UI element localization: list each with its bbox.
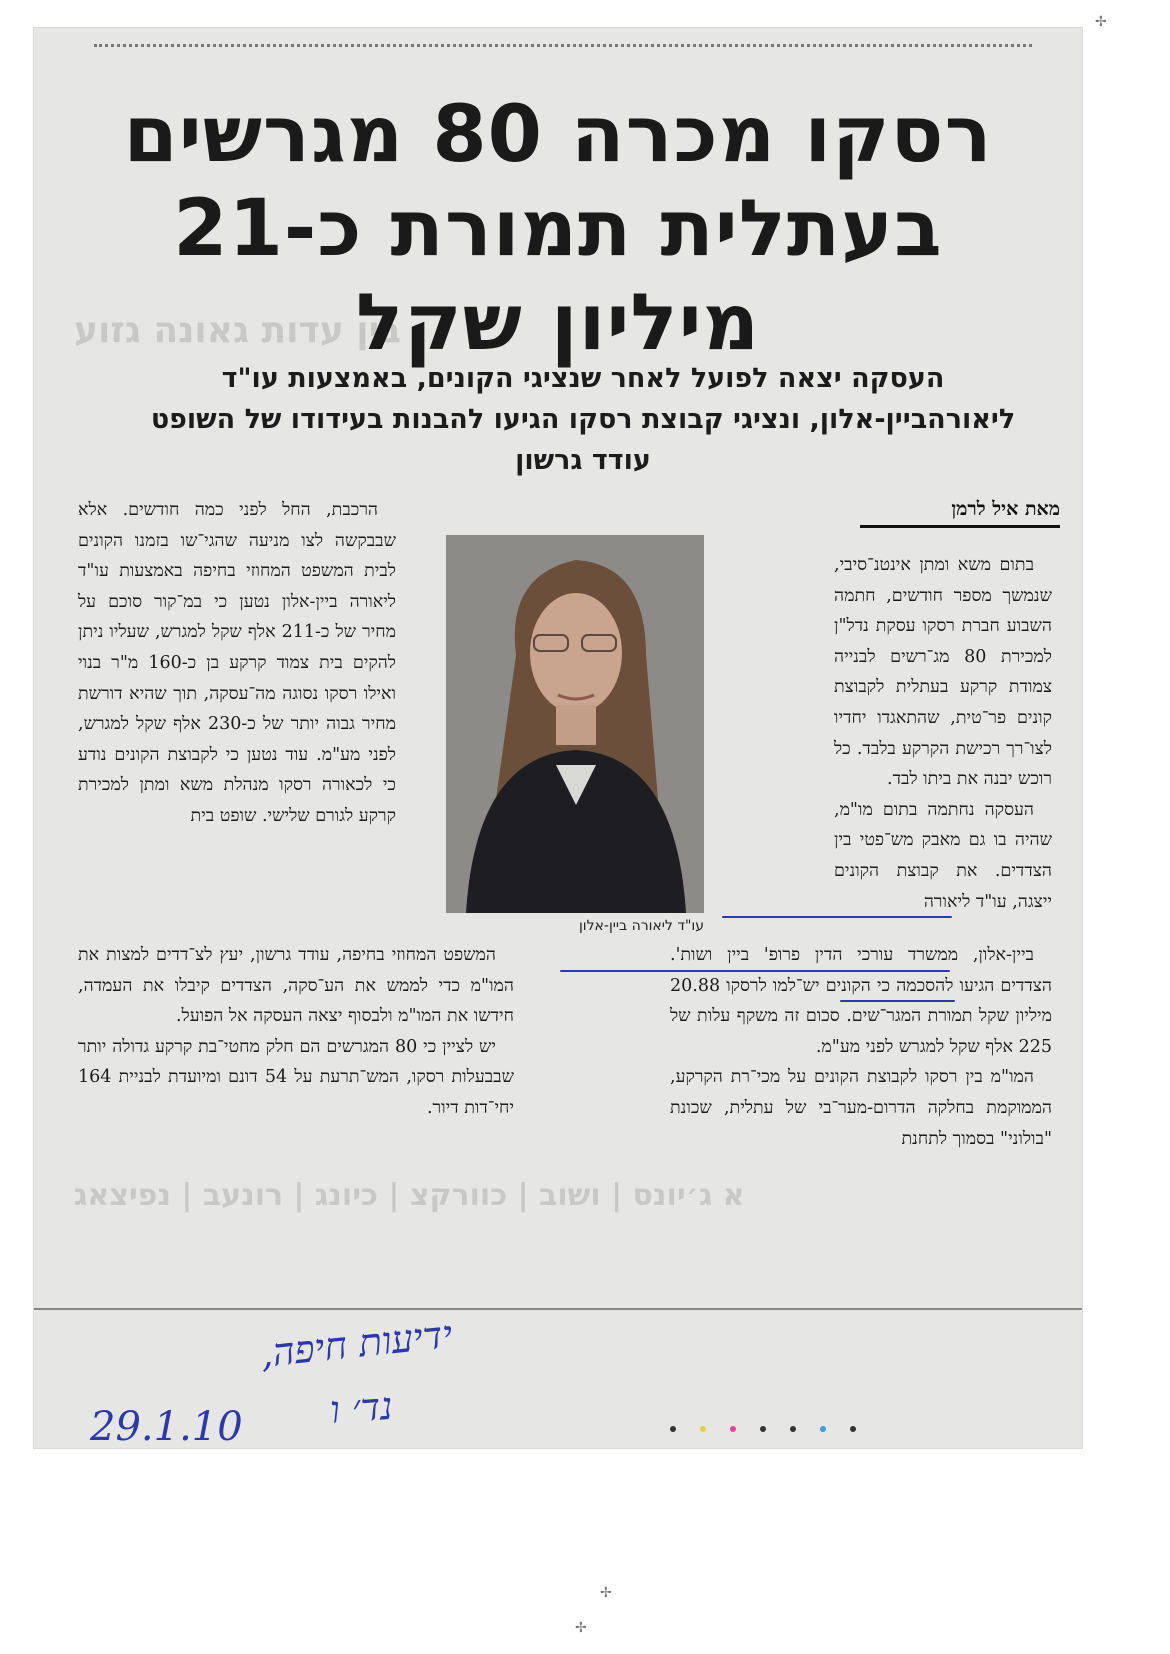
- bleed-through-nav: א ג׳יונס | ושוב | כוורקצ | כיונג | רונעב | נפיצאג: [74, 1178, 745, 1213]
- registration-dot: [760, 1426, 766, 1432]
- registration-dot: [790, 1426, 796, 1432]
- paragraph: המו"מ בין רסקו לקבוצת הקונים על מכי־רת הקרקע, הממוקמת בחלקה הדרום-מער־בי של עתלית, שכונת "בולוני" בסמוך לתחנת: [670, 1067, 1052, 1149]
- portrait-image: [446, 535, 704, 913]
- paragraph: העסקה נחתמה בתום מו"מ, שהיה בו גם מאבק מש־פטי בין הצדדים. את קבוצת הקונים ייצגה, עו"ד ליאורה: [834, 799, 1052, 912]
- column-right: [834, 550, 1052, 917]
- registration-dots: [670, 1426, 856, 1432]
- photo-caption: עו"ד ליאורה ביין-אלון: [578, 918, 704, 934]
- handwritten-date: 29.1.10: [90, 1404, 243, 1450]
- headline: רסקו מכרה 80 מגרשים בעתלית תמורת כ-21 מיליון שקל: [123, 90, 993, 368]
- edge-mark-icon: ✢: [1095, 14, 1107, 30]
- pen-underline: [560, 970, 950, 972]
- subtitle: העסקה יצאה לפועל לאחר שנציגי הקונים, באמצעות עו"ד ליאורהביין-אלון, ונציגי קבוצת רסקו הגיעו להבנות בעידודו של השופט עודד גרשון: [150, 363, 1016, 476]
- registration-dot: [850, 1426, 856, 1432]
- registration-dot: [730, 1426, 736, 1432]
- bleed-through-title: בין עדות גאונה גזוע: [74, 310, 402, 351]
- handwritten-source: ידיעות חיפה,: [258, 1312, 455, 1376]
- clipping-bottom-rule: [34, 1308, 1082, 1310]
- registration-dot: [820, 1426, 826, 1432]
- paragraph: בתום משא ומתן אינטנ־סיבי, שנמשך מספר חודשים, חתמה השבוע חברת רסקו עסקת נדל"ן למכירת 80 מג־רשים לבנייה צמודת קרקע בעתלית לקבוצת קונים פר־טית, שהתאגדו יחדיו לצו־רך רכישת הקרקע בלבד. כל רוכש יבנה את ביתו לבד.: [834, 555, 1052, 790]
- paragraph: הרכבת, החל לפני כמה חודשים. אלא שבבקשה לצו מניעה שהגי־שו בזמנו הקונים לבית המשפט המחוזי בחיפה באמצעות עו"ד ליאורה ביין-אלון נטען כי במ־קור סוכם על מחיר של כ-211 אלף שקל למגרש, שעליו ניתן להקים בית צמוד קרקע בן כ-160 מ"ר בנוי ואילו רסקו נסוגה מה־עסקה, תוך שהיא דורשת מחיר גבוה יותר של כ-230 אלף שקל למגרש, לפני מע"מ. עוד נטען כי לקבוצת הקונים נודע כי לכאורה רסקו מנהלת משא ומתן למכירת קרקע לגורם שלישי. שופט בית: [78, 500, 396, 826]
- byline: מאת איל לרמן: [860, 498, 1060, 528]
- column-bottom-left: [78, 940, 514, 1124]
- pen-underline: [840, 1000, 955, 1002]
- registration-dot: [670, 1426, 676, 1432]
- edge-mark-icon: ✢: [575, 1620, 587, 1636]
- paragraph: המשפט המחוזי בחיפה, עודד גרשון, יעץ לצ־דדים למצות את המו"מ כדי לממש את הע־סקה, הצדדים קיבלו את העמדה, חידשו את המו"מ ולבסוף יצאה העסקה אל הפועל.: [78, 945, 514, 1027]
- top-dotted-border: [94, 44, 1032, 51]
- column-bottom-right: [670, 940, 1052, 1154]
- pen-underline: [722, 916, 952, 918]
- paragraph: ביין-אלון, ממשרד עורכי הדין פרופ' ביין ושות'. הצדדים הגיעו להסכמה כי הקונים יש־למו לרסקו 20.88 מיליון שקל תמורת המגר־שים. סכום זה משקף עלות של 225 אלף שקל למגרש לפני מע"מ.: [670, 945, 1052, 1057]
- handwritten-page: נד׳ ו: [328, 1383, 394, 1433]
- edge-mark-icon: ✢: [600, 1585, 612, 1601]
- column-left-top: [78, 495, 396, 832]
- portrait-photo: [446, 535, 704, 913]
- paragraph: יש לציין כי 80 המגרשים הם חלק מחטי־בת קרקע גדולה יותר שבבעלות רסקו, המש־תרעת על 54 דונם ומיועדת לבניית 164 יחי־דות דיור.: [78, 1036, 514, 1118]
- registration-dot: [700, 1426, 706, 1432]
